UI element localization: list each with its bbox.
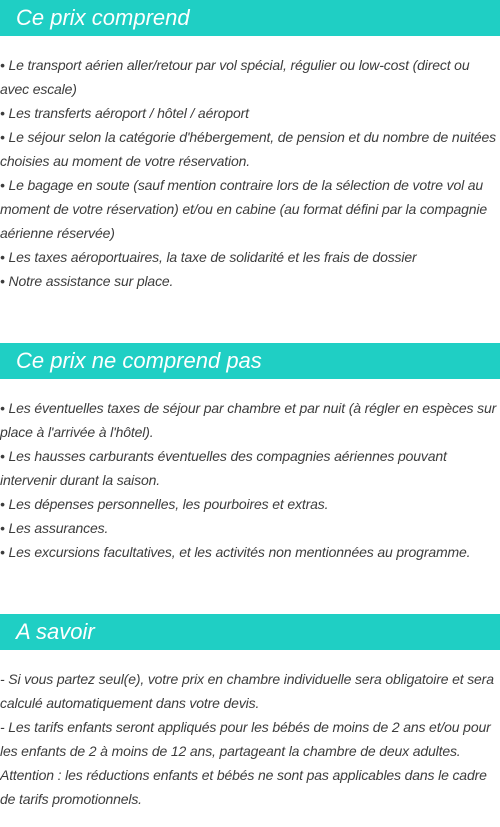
not-included-list (0, 396, 500, 564)
list-item: • Le transport aérien aller/retour par vol spécial, régulier ou low-cost (direct ou avec escale) (0, 57, 470, 97)
list-item: • Les assurances. (0, 520, 109, 536)
list-item: - Les tarifs enfants seront appliqués pour les bébés de moins de 2 ans et/ou pour les enfants de 2 à moins de 12 ans, partageant la chambre de deux adultes. (0, 719, 491, 759)
list-item: Attention : les réductions enfants et bébés ne sont pas applicables dans le cadre de tarifs promotionnels. (0, 767, 487, 807)
included-list (0, 53, 500, 293)
section-title-good-to-know: A savoir (0, 614, 500, 650)
section-title-included: Ce prix comprend (0, 0, 500, 36)
list-item: • Le bagage en soute (sauf mention contraire lors de la sélection de votre vol au moment de votre réservation) et/ou en cabine (au format défini par la compagnie aérienne réservée) (0, 177, 487, 241)
list-item: • Les excursions facultatives, et les activités non mentionnées au programme. (0, 544, 471, 560)
list-item: - Si vous partez seul(e), votre prix en chambre individuelle sera obligatoire et sera calculé automatiquement dans votre devis. (0, 671, 494, 711)
list-item: • Les hausses carburants éventuelles des compagnies aériennes pouvant intervenir durant la saison. (0, 448, 447, 488)
list-item: • Notre assistance sur place. (0, 273, 174, 289)
section-title-not-included: Ce prix ne comprend pas (0, 343, 500, 379)
list-item: • Les éventuelles taxes de séjour par chambre et par nuit (à régler en espèces sur place à l'arrivée à l'hôtel). (0, 400, 497, 440)
list-item: • Les transferts aéroport / hôtel / aéroport (0, 105, 249, 121)
good-to-know-list (0, 667, 500, 811)
list-item: • Le séjour selon la catégorie d'hébergement, de pension et du nombre de nuitées choisies au moment de votre réservation. (0, 129, 497, 169)
list-item: • Les taxes aéroportuaires, la taxe de solidarité et les frais de dossier (0, 249, 417, 265)
list-item: • Les dépenses personnelles, les pourboires et extras. (0, 496, 329, 512)
